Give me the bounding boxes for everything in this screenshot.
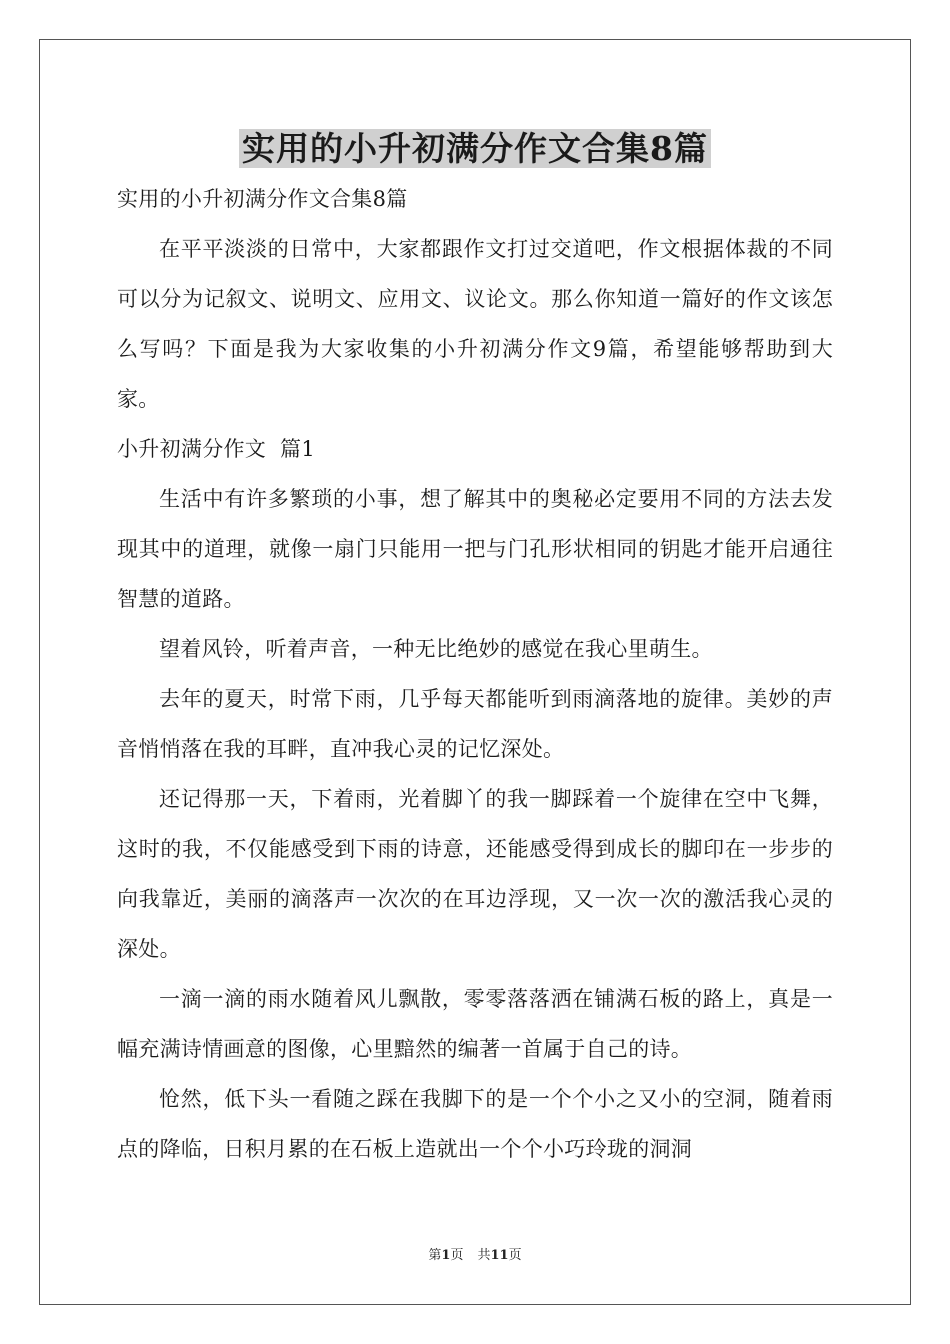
page-footer [0, 1246, 950, 1266]
body-paragraph-3: 去年的夏天，时常下雨，几乎每天都能听到雨滴落地的旋律。美妙的声音悄悄落在我的耳畔，直冲我心灵的记忆深处。 [117, 687, 833, 761]
footer-total-suffix: 页 [508, 1248, 522, 1263]
document-title-text: 实用的小升初满分作文合集8篇 [239, 129, 711, 168]
footer-total-pages: 11 [490, 1248, 509, 1263]
body-paragraph-2: 望着风铃，听着声音，一种无比绝妙的感觉在我心里萌生。 [159, 637, 713, 661]
body-paragraph-1: 生活中有许多繁琐的小事，想了解其中的奥秘必定要用不同的方法去发现其中的道理，就像一扇门只能用一把与门孔形状相同的钥匙才能开启通往智慧的道路。 [117, 487, 833, 611]
body-paragraph-4: 还记得那一天，下着雨，光着脚丫的我一脚踩着一个旋律在空中飞舞，这时的我，不仅能感受到下雨的诗意，还能感受得到成长的脚印在一步步的向我靠近，美丽的滴落声一次次的在耳边浮现，又一次一次的激活我心灵的深处。 [117, 787, 833, 961]
section-heading: 小升初满分作文 篇1 [117, 437, 316, 461]
footer-page-prefix: 第 [428, 1248, 442, 1263]
body-paragraph-6: 怆然，低下头一看随之踩在我脚下的是一个个小之又小的空洞，随着雨点的降临，日积月累的在石板上造就出一个个小巧玲珑的洞洞 [117, 1087, 833, 1161]
footer-page-suffix: 页 [450, 1248, 464, 1263]
body-paragraph-5: 一滴一滴的雨水随着风儿飘散，零零落落洒在铺满石板的路上，真是一幅充满诗情画意的图像，心里黯然的编著一首属于自己的诗。 [117, 987, 833, 1061]
document-title [0, 124, 950, 174]
document-body [117, 174, 833, 1174]
footer-page-number: 1 [441, 1248, 451, 1263]
document-subtitle: 实用的小升初满分作文合集8篇 [117, 187, 408, 211]
intro-paragraph: 在平平淡淡的日常中，大家都跟作文打过交道吧，作文根据体裁的不同可以分为记叙文、说明文、应用文、议论文。那么你知道一篇好的作文该怎么写吗？下面是我为大家收集的小升初满分作文9篇，希望能够帮助到大家。 [117, 237, 833, 411]
footer-total-prefix: 共 [477, 1248, 491, 1263]
